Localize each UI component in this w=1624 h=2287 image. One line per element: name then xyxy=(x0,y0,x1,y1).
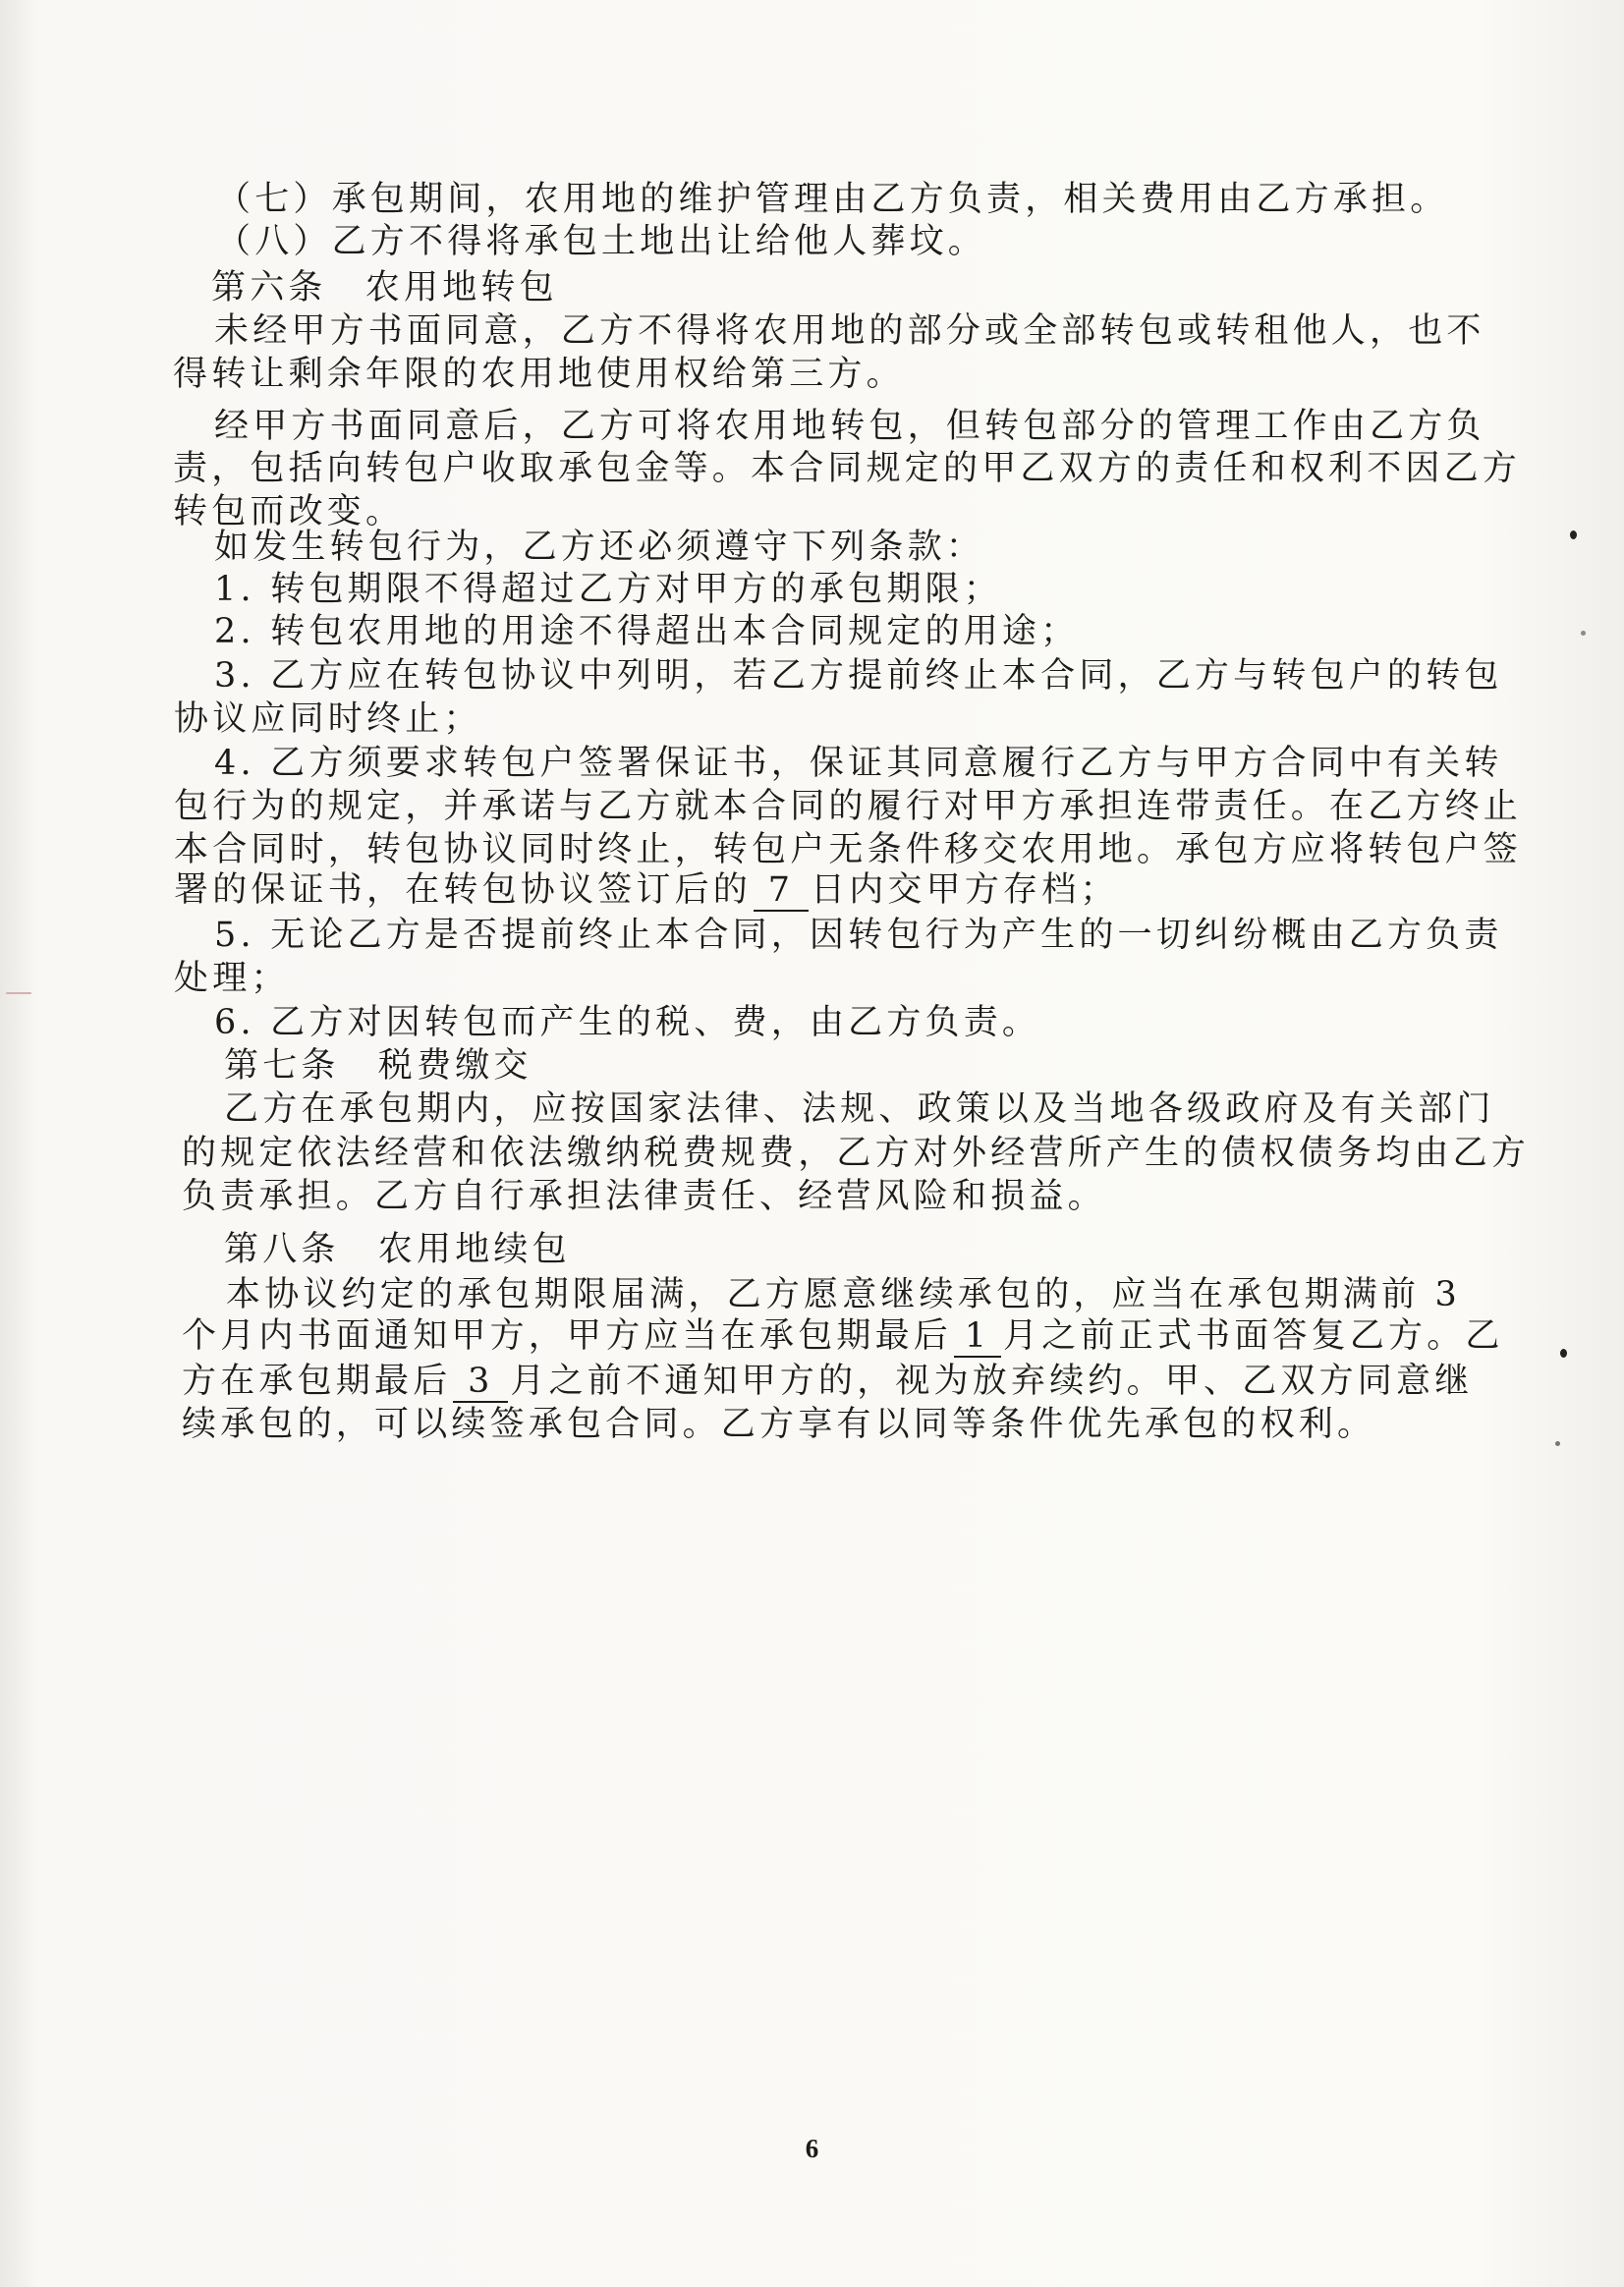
article-8-heading: 第八条 农用地续包 xyxy=(224,1230,571,1269)
guarantee-text-after: 日内交甲方存档； xyxy=(811,870,1119,910)
article-7-line-3: 负责承担。乙方自行承担法律责任、经营风险和损益。 xyxy=(182,1177,1106,1216)
article-8-line-3 xyxy=(182,1362,1474,1403)
article-6-paragraph-1-line-2: 得转让剩余年限的农用地使用权给第三方。 xyxy=(173,355,905,394)
sublease-term-3-line-2: 协议应同时终止； xyxy=(174,699,482,739)
article-7-line-2: 的规定依法经营和依法缴纳税费规费，乙方对外经营所产生的债权债务均由乙方 xyxy=(182,1134,1531,1173)
clause-5-item-8: （八）乙方不得将承包土地出让给他人葬坟。 xyxy=(216,222,987,261)
scan-speck xyxy=(1560,1349,1567,1358)
renewal-notice-text-after: 月之前正式书面答复乙方。乙 xyxy=(1003,1316,1504,1356)
sublease-term-4-line-2: 包行为的规定，并承诺与乙方就本合同的履行对甲方承担连带责任。在乙方终止 xyxy=(174,787,1523,826)
scan-speck xyxy=(1555,1441,1560,1446)
article-6-paragraph-2-line-3: 转包而改变。 xyxy=(173,492,405,531)
article-6-paragraph-1-line-1: 未经甲方书面同意，乙方不得将农用地的部分或全部转包或转租他人，也不 xyxy=(214,311,1485,351)
renewal-notice-text-before: 个月内书面通知甲方，甲方应当在承包期最后 xyxy=(182,1316,953,1356)
sublease-term-4-line-1: 4. 乙方须要求转包户签署保证书，保证其同意履行乙方与甲方合同中有关转 xyxy=(214,744,1503,783)
guarantee-text-before: 署的保证书，在转包协议签订后的 xyxy=(174,870,753,910)
sublease-term-1: 1. 转包期限不得超过乙方对甲方的承包期限； xyxy=(214,570,1002,609)
renewal-reply-months-value: 1 xyxy=(954,1319,1001,1358)
sublease-term-4-line-3: 本合同时，转包协议同时终止，转包户无条件移交农用地。承包方应将转包户签 xyxy=(174,830,1523,869)
guarantee-days-value: 7 xyxy=(754,873,809,912)
sublease-term-3-line-1: 3. 乙方应在转包协议中列明，若乙方提前终止本合同，乙方与转包户的转包 xyxy=(214,656,1503,696)
article-6-heading: 第六条 农用地转包 xyxy=(211,268,558,307)
article-6-paragraph-2-line-1: 经甲方书面同意后，乙方可将农用地转包，但转包部分的管理工作由乙方负 xyxy=(214,407,1485,446)
scan-speck xyxy=(6,992,31,994)
article-7-heading: 第七条 税费缴交 xyxy=(224,1046,532,1086)
renewal-notice-months-value: 3 xyxy=(453,1365,508,1403)
sublease-term-4-line-4 xyxy=(174,870,1119,912)
sublease-term-6: 6. 乙方对因转包而产生的税、费，由乙方负责。 xyxy=(214,1003,1041,1042)
article-8-line-4: 续承包的，可以续签承包合同。乙方享有以同等条件优先承包的权利。 xyxy=(182,1405,1376,1444)
article-8-line-1: 本协议约定的承包期限届满，乙方愿意继续承包的，应当在承包期满前 3 xyxy=(226,1275,1461,1314)
article-7-line-1: 乙方在承包期内，应按国家法律、法规、政策以及当地各级政府及有关部门 xyxy=(224,1089,1495,1129)
renewal-waive-text-before: 方在承包期最后 xyxy=(182,1362,452,1401)
clause-5-item-7: （七）承包期间，农用地的维护管理由乙方负责，相关费用由乙方承担。 xyxy=(216,180,1449,219)
scan-speck xyxy=(1570,530,1577,539)
renewal-waive-text-after: 月之前不通知甲方的，视为放弃续约。甲、乙双方同意继 xyxy=(510,1362,1474,1401)
article-6-paragraph-3: 如发生转包行为，乙方还必须遵守下列条款： xyxy=(214,528,985,567)
article-6-paragraph-2-line-2: 责，包括向转包户收取承包金等。本合同规定的甲乙双方的责任和权利不因乙方 xyxy=(173,449,1522,488)
scan-speck xyxy=(1581,631,1586,636)
sublease-term-2: 2. 转包农用地的用途不得超出本合同规定的用途； xyxy=(214,612,1080,651)
sublease-term-5-line-1: 5. 无论乙方是否提前终止本合同，因转包行为产生的一切纠纷概由乙方负责 xyxy=(214,916,1503,955)
sublease-term-5-line-2: 处理； xyxy=(174,959,290,998)
page-number: 6 xyxy=(805,2134,819,2163)
article-8-line-2 xyxy=(182,1316,1504,1358)
